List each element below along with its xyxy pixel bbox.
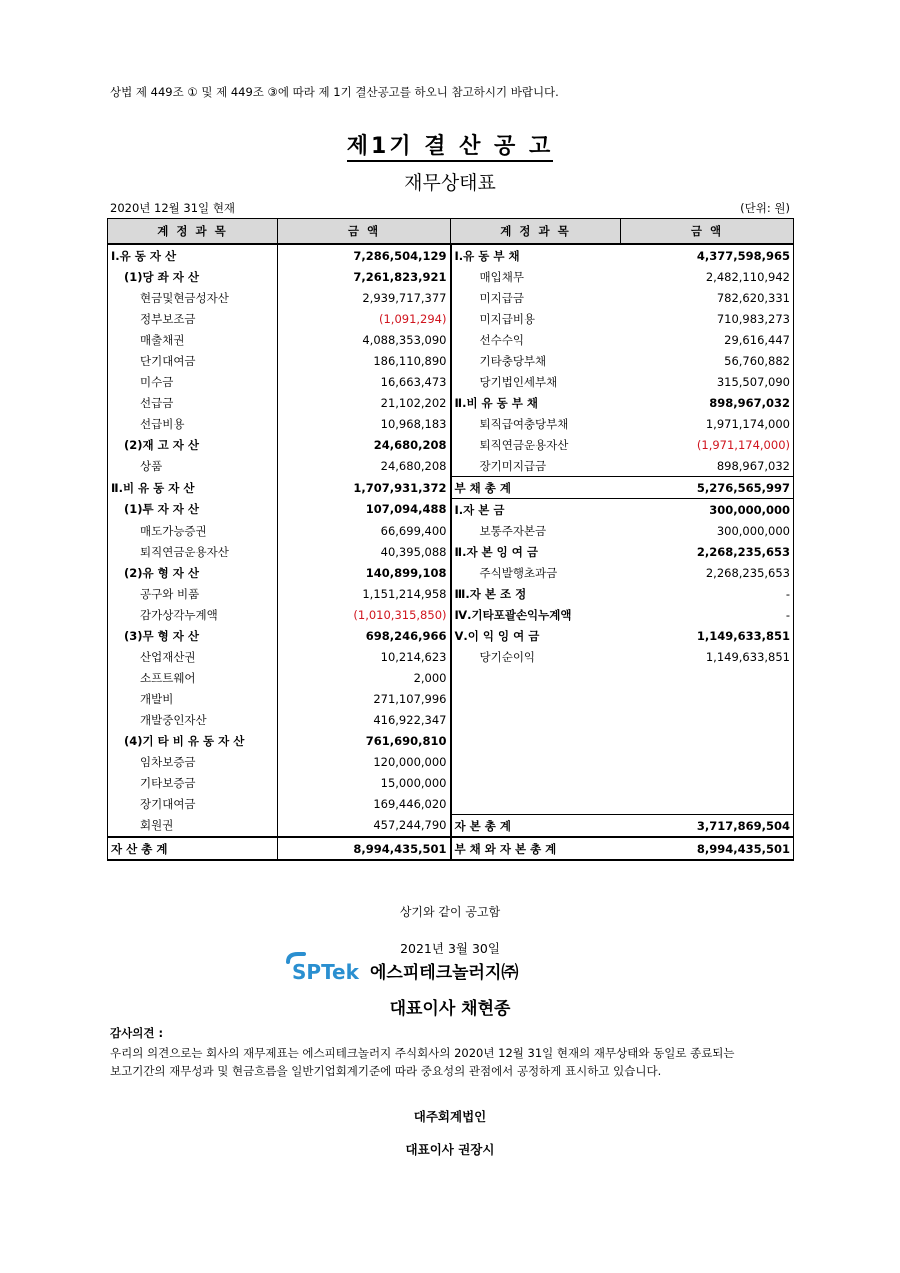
table-row bbox=[108, 244, 794, 266]
equity-label: Ⅴ.이 익 잉 여 금 bbox=[454, 628, 540, 643]
asset-amount: 24,680,208 bbox=[278, 455, 451, 477]
table-row bbox=[108, 392, 794, 413]
audit-firm-ceo: 대표이사 권장시 bbox=[405, 1142, 495, 1157]
liability-total-label: 부 채 총 계 bbox=[451, 477, 621, 499]
liability-label: 매입채무 bbox=[479, 269, 524, 284]
table-header-row bbox=[108, 219, 794, 245]
liability-label: 미지급비용 bbox=[479, 311, 536, 326]
asset-label: 개발중인자산 bbox=[108, 709, 278, 730]
equity-amount: - bbox=[621, 583, 794, 604]
asset-amount: 120,000,000 bbox=[278, 751, 451, 772]
equity-amount: - bbox=[621, 604, 794, 625]
equity-label: 당기순이익 bbox=[479, 649, 536, 664]
company-logo bbox=[284, 950, 366, 988]
asset-amount: 169,446,020 bbox=[278, 793, 451, 815]
header-amount-right: 금 액 bbox=[621, 219, 794, 245]
asset-amount: 7,261,823,921 bbox=[278, 266, 451, 287]
table-body bbox=[108, 244, 794, 860]
liability-amount: 1,971,174,000 bbox=[621, 413, 794, 434]
empty-cell bbox=[451, 688, 621, 709]
asset-amount: 24,680,208 bbox=[278, 434, 451, 455]
empty-cell bbox=[451, 772, 621, 793]
asset-label: (4)기 타 비 유 동 자 산 bbox=[108, 730, 278, 751]
audit-text-line: 우리의 의견으로는 회사의 재무제표는 에스피테크놀러지 주식회사의 2020년 12월 31일 현재의 재무상태와 동일로 종료되는 bbox=[110, 1046, 735, 1060]
company-name: 에스피테크놀러지㈜ bbox=[370, 963, 519, 983]
liability-label: 퇴직연금운용자산 bbox=[479, 437, 569, 452]
liability-amount: (1,971,174,000) bbox=[621, 434, 794, 455]
asset-amount: (1,010,315,850) bbox=[278, 604, 451, 625]
asset-label: 정부보조금 bbox=[108, 308, 278, 329]
statement-subtitle: 재무상태표 bbox=[404, 172, 496, 194]
logo-text: SPTek bbox=[292, 960, 359, 984]
asset-label: 기타보증금 bbox=[108, 772, 278, 793]
liability-amount: 782,620,331 bbox=[621, 287, 794, 308]
table-row bbox=[108, 413, 794, 434]
header-account-right: 계 정 과 목 bbox=[451, 219, 621, 245]
liability-amount: 29,616,447 bbox=[621, 329, 794, 350]
asset-amount: 21,102,202 bbox=[278, 392, 451, 413]
table-row bbox=[108, 329, 794, 350]
asset-label: 상품 bbox=[108, 455, 278, 477]
page-title bbox=[0, 129, 900, 160]
empty-cell bbox=[451, 730, 621, 751]
liability-label: 미지급금 bbox=[479, 290, 524, 305]
asset-label: (2)재 고 자 산 bbox=[108, 434, 278, 455]
empty-cell bbox=[621, 709, 794, 730]
asset-amount: 4,088,353,090 bbox=[278, 329, 451, 350]
asset-label: (2)유 형 자 산 bbox=[108, 562, 278, 583]
asset-amount: 16,663,473 bbox=[278, 371, 451, 392]
page-title-text: 제1기 결 산 공 고 bbox=[347, 134, 553, 162]
table-row bbox=[108, 499, 794, 521]
equity-amount: 1,149,633,851 bbox=[621, 625, 794, 646]
equity-amount: 300,000,000 bbox=[621, 499, 794, 521]
table-row bbox=[108, 541, 794, 562]
asset-amount: 271,107,996 bbox=[278, 688, 451, 709]
table-row bbox=[108, 793, 794, 815]
asset-label: 회원권 bbox=[108, 815, 278, 838]
table-row bbox=[108, 520, 794, 541]
equity-label: Ⅰ.자 본 금 bbox=[451, 499, 621, 521]
table-row bbox=[108, 625, 794, 646]
unit-label: (단위: 원) bbox=[740, 201, 790, 215]
empty-cell bbox=[621, 793, 794, 815]
asset-amount: 10,214,623 bbox=[278, 646, 451, 667]
equity-label: Ⅳ.기타포괄손익누계액 bbox=[454, 607, 572, 622]
table-row bbox=[108, 815, 794, 838]
asset-amount: 2,000 bbox=[278, 667, 451, 688]
asset-total-amount: 8,994,435,501 bbox=[278, 837, 451, 860]
table-row bbox=[108, 562, 794, 583]
asset-label: 임차보증금 bbox=[108, 751, 278, 772]
asset-amount: 457,244,790 bbox=[278, 815, 451, 838]
asset-amount: 140,899,108 bbox=[278, 562, 451, 583]
sptek-logo-icon bbox=[284, 950, 366, 984]
empty-cell bbox=[451, 751, 621, 772]
equity-amount: 300,000,000 bbox=[621, 520, 794, 541]
asset-amount: 761,690,810 bbox=[278, 730, 451, 751]
asset-label: 감가상각누계액 bbox=[108, 604, 278, 625]
empty-cell bbox=[621, 667, 794, 688]
table-row bbox=[108, 455, 794, 477]
asset-amount: (1,091,294) bbox=[278, 308, 451, 329]
equity-label: Ⅲ.자 본 조 정 bbox=[454, 586, 527, 601]
table-row bbox=[108, 266, 794, 287]
header-account-left: 계 정 과 목 bbox=[108, 219, 278, 245]
equity-total-amount: 3,717,869,504 bbox=[621, 815, 794, 838]
liability-label: Ⅱ.비 유 동 부 채 bbox=[454, 395, 539, 410]
grand-total-row bbox=[108, 837, 794, 860]
asset-amount: 66,699,400 bbox=[278, 520, 451, 541]
asset-label: 현금및현금성자산 bbox=[108, 287, 278, 308]
asset-label: 개발비 bbox=[108, 688, 278, 709]
empty-cell bbox=[451, 709, 621, 730]
asset-label: (3)무 형 자 산 bbox=[108, 625, 278, 646]
table-row bbox=[108, 434, 794, 455]
table-row bbox=[108, 751, 794, 772]
liability-amount: 2,482,110,942 bbox=[621, 266, 794, 287]
asset-label: 매출채권 bbox=[108, 329, 278, 350]
liability-label: 기타충당부채 bbox=[479, 353, 547, 368]
liability-amount: 56,760,882 bbox=[621, 350, 794, 371]
empty-cell bbox=[621, 688, 794, 709]
table-row bbox=[108, 371, 794, 392]
asset-amount: 107,094,488 bbox=[278, 499, 451, 521]
asset-label: 퇴직연금운용자산 bbox=[108, 541, 278, 562]
asset-label: 미수금 bbox=[108, 371, 278, 392]
asset-amount: 1,151,214,958 bbox=[278, 583, 451, 604]
empty-cell bbox=[621, 730, 794, 751]
equity-amount: 2,268,235,653 bbox=[621, 562, 794, 583]
table-row bbox=[108, 477, 794, 499]
asset-label: (1)투 자 자 산 bbox=[108, 499, 278, 521]
audit-text-line: 보고기간의 재무성과 및 현금흐름을 일반기업회계기준에 따라 중요성의 관점에서 공정하게 표시하고 있습니다. bbox=[110, 1064, 662, 1078]
report-date: 2020년 12월 31일 현재 bbox=[110, 201, 236, 215]
asset-label: Ⅱ.비 유 동 자 산 bbox=[108, 477, 278, 499]
equity-amount: 2,268,235,653 bbox=[621, 541, 794, 562]
asset-amount: 10,968,183 bbox=[278, 413, 451, 434]
asset-amount: 186,110,890 bbox=[278, 350, 451, 371]
liability-equity-total-amount: 8,994,435,501 bbox=[621, 837, 794, 860]
liability-amount: 315,507,090 bbox=[621, 371, 794, 392]
liability-equity-total-label: 부 채 와 자 본 총 계 bbox=[451, 837, 621, 860]
intro-text: 상법 제 449조 ① 및 제 449조 ③에 따라 제 1기 결산공고를 하오니 참고하시기 바랍니다. bbox=[110, 85, 559, 99]
audit-firm: 대주회계법인 bbox=[413, 1109, 487, 1124]
empty-cell bbox=[621, 772, 794, 793]
asset-label: 단기대여금 bbox=[108, 350, 278, 371]
table-row bbox=[108, 667, 794, 688]
asset-total-label: 자 산 총 계 bbox=[108, 837, 278, 860]
asset-amount: 698,246,966 bbox=[278, 625, 451, 646]
liability-amount: 898,967,032 bbox=[621, 392, 794, 413]
equity-label: 주식발행초과금 bbox=[479, 565, 558, 580]
asset-amount: 416,922,347 bbox=[278, 709, 451, 730]
asset-label: 공구와 비품 bbox=[108, 583, 278, 604]
announce-date: 2021년 3월 30일 bbox=[400, 941, 500, 956]
asset-label: Ⅰ.유 동 자 산 bbox=[108, 244, 278, 266]
empty-cell bbox=[621, 751, 794, 772]
liability-amount: 898,967,032 bbox=[621, 455, 794, 477]
audit-heading: 감사의견 : bbox=[110, 1026, 164, 1040]
asset-label: 매도가능증권 bbox=[108, 520, 278, 541]
liability-label: 장기미지급금 bbox=[479, 458, 547, 473]
asset-label: 소프트웨어 bbox=[108, 667, 278, 688]
table-row bbox=[108, 287, 794, 308]
liability-label: 선수수익 bbox=[479, 332, 524, 347]
liability-label: 당기법인세부채 bbox=[479, 374, 558, 389]
asset-amount: 1,707,931,372 bbox=[278, 477, 451, 499]
table-row bbox=[108, 709, 794, 730]
asset-amount: 2,939,717,377 bbox=[278, 287, 451, 308]
asset-amount: 40,395,088 bbox=[278, 541, 451, 562]
announce-text: 상기와 같이 공고함 bbox=[399, 905, 501, 919]
empty-cell bbox=[451, 667, 621, 688]
table-row bbox=[108, 308, 794, 329]
table-row bbox=[108, 583, 794, 604]
table-row bbox=[108, 604, 794, 625]
asset-amount: 15,000,000 bbox=[278, 772, 451, 793]
asset-label: 선급금 bbox=[108, 392, 278, 413]
empty-cell bbox=[451, 793, 621, 815]
balance-sheet-table bbox=[107, 218, 794, 861]
table-row bbox=[108, 730, 794, 751]
table-row bbox=[108, 688, 794, 709]
table-row bbox=[108, 350, 794, 371]
liability-label: 퇴직급여충당부채 bbox=[479, 416, 569, 431]
header-amount-left: 금 액 bbox=[278, 219, 451, 245]
equity-label: Ⅱ.자 본 잉 여 금 bbox=[454, 544, 539, 559]
equity-label: 보통주자본금 bbox=[479, 523, 547, 538]
asset-label: 산업재산권 bbox=[108, 646, 278, 667]
liability-label: Ⅰ.유 동 부 채 bbox=[454, 248, 520, 263]
company-ceo: 대표이사 채현종 bbox=[389, 999, 511, 1019]
equity-total-label: 자 본 총 계 bbox=[451, 815, 621, 838]
asset-label: (1)당 좌 자 산 bbox=[108, 266, 278, 287]
liability-total-amount: 5,276,565,997 bbox=[621, 477, 794, 499]
equity-amount: 1,149,633,851 bbox=[621, 646, 794, 667]
table-row bbox=[108, 772, 794, 793]
liability-amount: 710,983,273 bbox=[621, 308, 794, 329]
asset-label: 선급비용 bbox=[108, 413, 278, 434]
asset-amount: 7,286,504,129 bbox=[278, 244, 451, 266]
asset-label: 장기대여금 bbox=[108, 793, 278, 815]
liability-amount: 4,377,598,965 bbox=[621, 244, 794, 266]
table-row bbox=[108, 646, 794, 667]
